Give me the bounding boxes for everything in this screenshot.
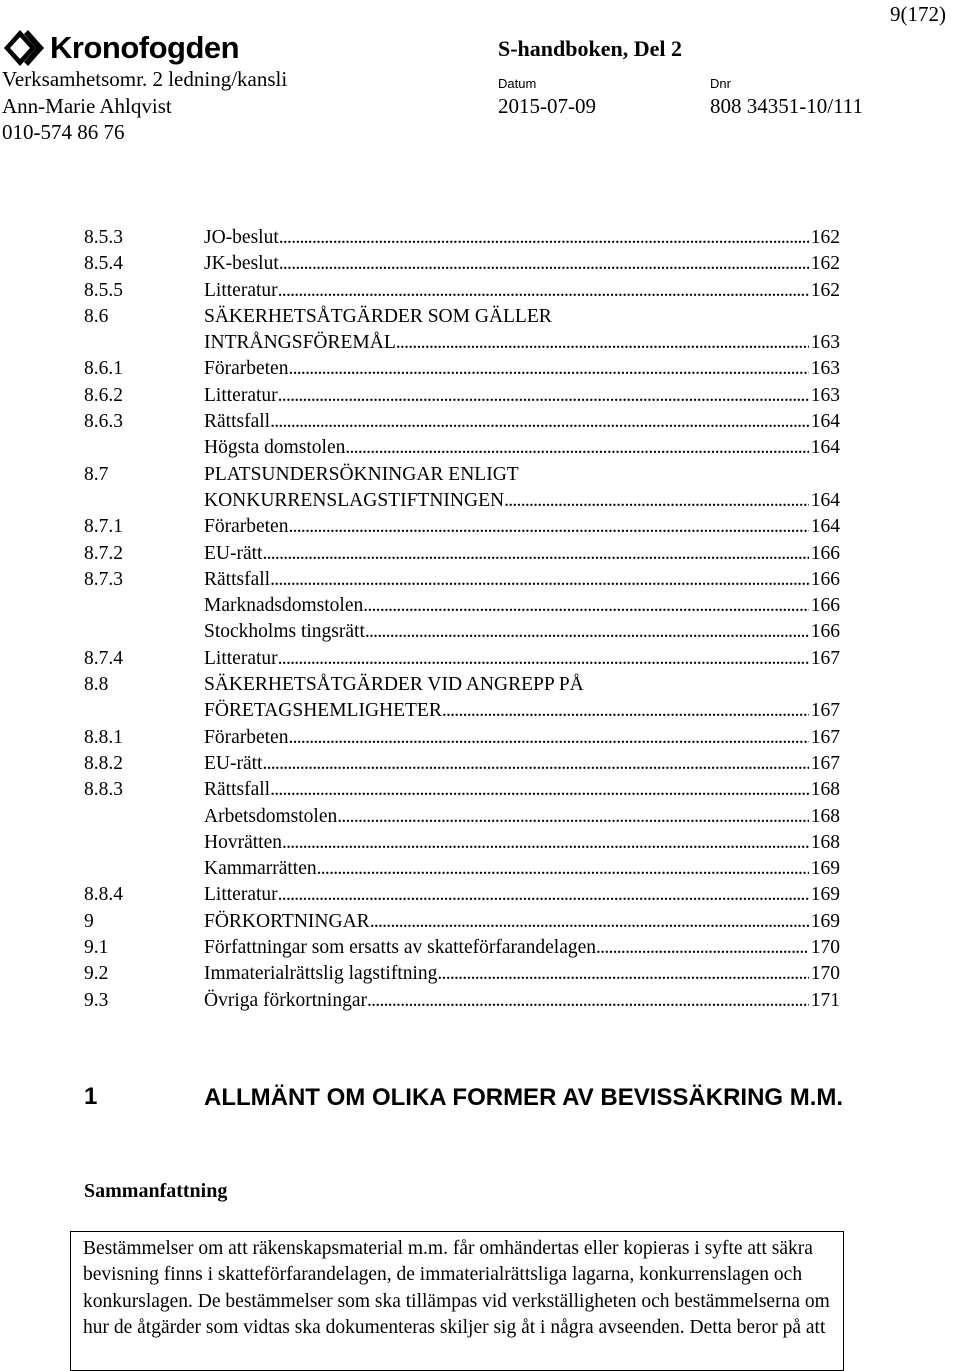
toc-entry-title: Författningar som ersatts av skatteförfarandelagen	[204, 937, 597, 959]
toc-entry-title: Litteratur	[204, 647, 278, 669]
toc-entry-number: 8.7	[84, 463, 109, 485]
toc-entry-page: 168	[810, 831, 840, 853]
toc-entry-page: 166	[810, 595, 840, 617]
toc-leader-dots	[270, 567, 809, 593]
toc-entry[interactable]	[84, 619, 840, 645]
toc-entry-number: 9.3	[84, 989, 109, 1011]
toc-leader-dots	[396, 330, 809, 356]
toc-leader-dots	[367, 988, 809, 1014]
toc-entry[interactable]	[84, 304, 840, 330]
toc-entry-number: 8.8	[84, 674, 109, 696]
toc-entry[interactable]	[84, 251, 840, 277]
toc-leader-dots	[365, 619, 809, 645]
toc-entry[interactable]	[84, 488, 840, 514]
toc-entry-number: 8.5.5	[84, 279, 123, 301]
toc-entry[interactable]	[84, 409, 840, 435]
toc-entry-title: Förarbeten	[204, 726, 289, 748]
toc-entry-page: 163	[810, 358, 840, 380]
toc-entry-page: 168	[810, 779, 840, 801]
toc-entry-page: 167	[810, 700, 840, 722]
toc-entry-title: JK-beslut	[204, 253, 279, 275]
toc-entry-page: 166	[810, 542, 840, 564]
toc-entry[interactable]	[84, 725, 840, 751]
toc-leader-dots	[442, 698, 809, 724]
toc-entry-page: 167	[810, 752, 840, 774]
toc-entry-title: Stockholms tingsrätt	[204, 621, 365, 643]
toc-entry-page: 170	[810, 937, 840, 959]
toc-entry-number: 9	[84, 910, 94, 932]
toc-entry-title: Förarbeten	[204, 516, 289, 538]
toc-entry[interactable]	[84, 751, 840, 777]
kronofogden-diamond-icon	[2, 28, 46, 68]
toc-entry-title: INTRÅNGSFÖREMÅL	[204, 332, 396, 354]
toc-entry-number: 8.7.3	[84, 568, 123, 590]
toc-entry-page: 169	[810, 910, 840, 932]
toc-entry-number: 8.8.3	[84, 779, 123, 801]
toc-entry-title: Arbetsdomstolen	[204, 805, 338, 827]
toc-entry-number: 8.5.3	[84, 227, 123, 248]
toc-entry-title: Högsta domstolen	[204, 437, 346, 459]
toc-leader-dots	[282, 830, 809, 856]
toc-entry[interactable]	[84, 830, 840, 856]
toc-entry-number: 8.8.4	[84, 884, 123, 906]
toc-entry[interactable]	[84, 646, 840, 672]
toc-leader-dots	[504, 488, 809, 514]
date-value: 2015-07-09	[498, 94, 596, 118]
toc-entry-page: 164	[810, 516, 840, 538]
toc-entry-page: 166	[810, 568, 840, 590]
toc-entry-number: 8.8.1	[84, 726, 123, 748]
toc-entry[interactable]	[84, 909, 840, 935]
table-of-contents	[84, 225, 840, 1014]
toc-entry[interactable]	[84, 225, 840, 251]
toc-leader-dots	[337, 804, 809, 830]
toc-entry-title: Rättsfall	[204, 568, 271, 590]
toc-entry[interactable]	[84, 541, 840, 567]
toc-entry-title: KONKURRENSLAGSTIFTNINGEN	[204, 489, 505, 511]
toc-entry-number: 8.6.1	[84, 358, 123, 380]
toc-entry-title: SÄKERHETSÅTGÄRDER VID ANGREPP PÅ	[204, 674, 584, 696]
toc-entry[interactable]	[84, 935, 840, 961]
toc-entry-title: Övriga förkortningar	[204, 989, 367, 1011]
toc-entry[interactable]	[84, 514, 840, 540]
page-number: 9(172)	[890, 2, 946, 26]
toc-entry-page: 163	[810, 384, 840, 406]
toc-entry-title: Litteratur	[204, 384, 278, 406]
toc-entry[interactable]	[84, 698, 840, 724]
brand-name: Kronofogden	[50, 30, 240, 65]
toc-leader-dots	[278, 882, 809, 908]
toc-entry[interactable]	[84, 856, 840, 882]
toc-entry-number: 8.7.1	[84, 516, 123, 538]
toc-leader-dots	[370, 909, 809, 935]
toc-entry-title: Litteratur	[204, 279, 278, 301]
toc-entry[interactable]	[84, 330, 840, 356]
toc-leader-dots	[279, 251, 809, 277]
toc-entry-number: 9.1	[84, 937, 109, 959]
date-label: Datum	[498, 76, 537, 91]
toc-leader-dots	[288, 514, 808, 540]
toc-entry-title: Marknadsdomstolen	[204, 595, 364, 617]
toc-entry-page: 170	[810, 963, 840, 985]
toc-entry[interactable]	[84, 988, 840, 1014]
toc-entry[interactable]	[84, 961, 840, 987]
dnr-value: 808 34351-10/111	[710, 94, 864, 118]
summary-box	[70, 1231, 844, 1371]
toc-entry-title: Hovrätten	[204, 831, 282, 853]
toc-entry-number: 9.2	[84, 963, 109, 985]
toc-entry-page: 166	[810, 621, 840, 643]
toc-entry-page: 162	[810, 279, 840, 301]
toc-entry-page: 162	[810, 227, 840, 248]
toc-entry[interactable]	[84, 882, 840, 908]
phone-number: 010-574 86 76	[2, 120, 125, 144]
toc-entry-page: 167	[810, 726, 840, 748]
toc-leader-dots	[437, 961, 808, 987]
toc-leader-dots	[288, 356, 808, 382]
summary-heading: Sammanfattning	[84, 1180, 228, 1202]
dnr-label: Dnr	[710, 76, 731, 91]
toc-entry-title: EU-rätt	[204, 542, 263, 564]
toc-entry-number: 8.7.4	[84, 647, 123, 669]
toc-entry[interactable]	[84, 383, 840, 409]
section-title: ALLMÄNT OM OLIKA FORMER AV BEVISSÄKRING M.M.	[204, 1084, 844, 1111]
toc-entry-title: Rättsfall	[204, 411, 271, 433]
toc-entry[interactable]	[84, 462, 840, 488]
toc-entry[interactable]	[84, 567, 840, 593]
summary-text: Bestämmelser om att räkenskapsmaterial m.m. får omhändertas eller kopieras i syfte att säkra bevisning finns i skatteförfarandelagen, de immaterialrättsliga lagarna, konkurrenslagen och konkurslagen. De bestämmelser som ska tillämpas vid verkställigheten och bestämmelserna om hur de åtgärder som vidtas ska dokumenteras skiljer sig åt i några avseenden. Detta beror på att	[83, 1238, 830, 1338]
author-name: Ann-Marie Ahlqvist	[2, 94, 172, 118]
toc-entry[interactable]	[84, 777, 840, 803]
department: Verksamhetsomr. 2 ledning/kansli	[2, 67, 288, 91]
toc-entry-page: 171	[810, 989, 840, 1011]
toc-entry-title: EU-rätt	[204, 752, 263, 774]
toc-entry-page: 169	[810, 884, 840, 906]
toc-entry-title: JO-beslut	[204, 227, 279, 248]
toc-entry-title: PLATSUNDERSÖKNINGAR ENLIGT	[204, 463, 519, 485]
toc-entry-page: 163	[810, 332, 840, 354]
toc-leader-dots	[317, 856, 809, 882]
toc-entry-title: Rättsfall	[204, 779, 271, 801]
toc-entry[interactable]	[84, 278, 840, 304]
toc-entry-number: 8.6.2	[84, 384, 123, 406]
toc-entry-title: Förarbeten	[204, 358, 289, 380]
toc-entry-page: 169	[810, 858, 840, 880]
toc-entry[interactable]	[84, 356, 840, 382]
toc-entry-title: SÄKERHETSÅTGÄRDER SOM GÄLLER	[204, 305, 552, 327]
toc-entry-number: 8.7.2	[84, 542, 123, 564]
toc-leader-dots	[596, 935, 809, 961]
toc-entry-number: 8.6.3	[84, 411, 123, 433]
toc-entry-title: FÖRETAGSHEMLIGHETER	[204, 700, 442, 722]
toc-leader-dots	[262, 541, 808, 567]
toc-entry[interactable]	[84, 593, 840, 619]
toc-entry-number: 8.8.2	[84, 752, 123, 774]
toc-leader-dots	[278, 383, 809, 409]
toc-entry-page: 162	[810, 253, 840, 275]
toc-leader-dots	[363, 593, 809, 619]
toc-leader-dots	[262, 751, 808, 777]
toc-leader-dots	[288, 725, 808, 751]
toc-entry-page: 168	[810, 805, 840, 827]
toc-entry-page: 164	[810, 489, 840, 511]
toc-entry-page: 164	[810, 411, 840, 433]
toc-entry-number: 8.5.4	[84, 253, 123, 275]
toc-entry-page: 167	[810, 647, 840, 669]
toc-entry[interactable]	[84, 804, 840, 830]
toc-leader-dots	[270, 777, 809, 803]
toc-leader-dots	[279, 225, 809, 251]
toc-entry-title: Litteratur	[204, 884, 278, 906]
toc-entry-title: Immaterialrättslig lagstiftning	[204, 963, 438, 985]
toc-entry[interactable]	[84, 435, 840, 461]
kronofogden-logo	[2, 28, 239, 68]
toc-entry-title: FÖRKORTNINGAR	[204, 910, 370, 932]
toc-entry-title: Kammarrätten	[204, 858, 317, 880]
toc-leader-dots	[345, 435, 808, 461]
toc-leader-dots	[270, 409, 809, 435]
section-number: 1	[84, 1083, 98, 1110]
toc-entry-page: 164	[810, 437, 840, 459]
document-title: S-handboken, Del 2	[498, 36, 683, 61]
toc-entry[interactable]	[84, 672, 840, 698]
toc-leader-dots	[278, 646, 809, 672]
toc-entry-number: 8.6	[84, 305, 109, 327]
toc-leader-dots	[278, 278, 809, 304]
